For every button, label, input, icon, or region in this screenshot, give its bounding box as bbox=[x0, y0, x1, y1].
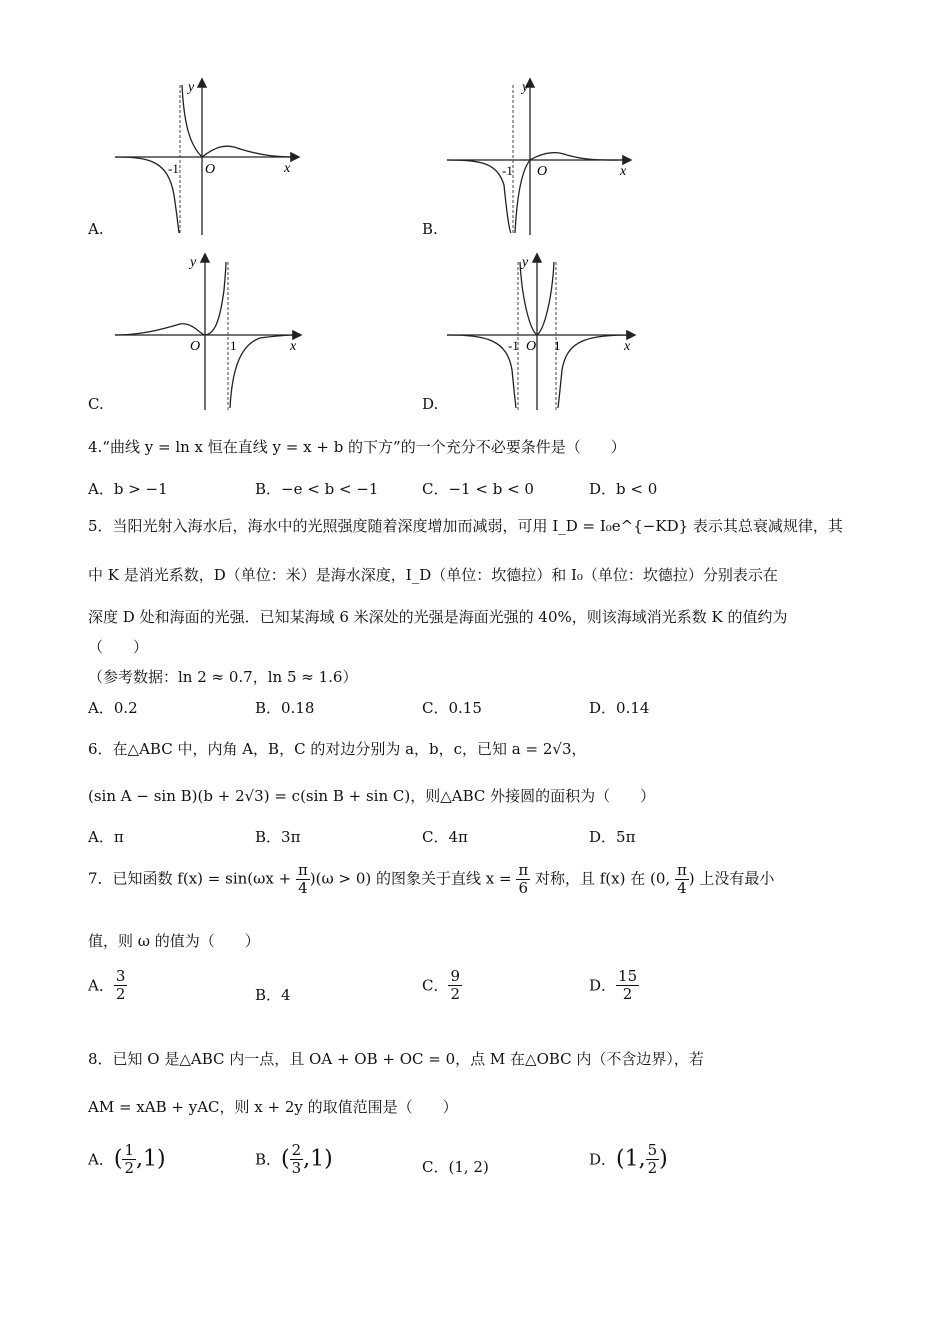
q8-option-b bbox=[255, 1142, 333, 1176]
q8-option-a bbox=[88, 1142, 166, 1176]
letter: B． bbox=[255, 1150, 282, 1169]
q7-option-b bbox=[255, 984, 291, 1005]
q7-text-a: 7．已知函数 f(x) = sin(ωx + bbox=[88, 869, 296, 888]
x-label: x bbox=[290, 339, 297, 354]
letter: C． bbox=[422, 1158, 449, 1176]
den: 2 bbox=[622, 984, 633, 1003]
origin-label: O bbox=[537, 164, 548, 179]
frac bbox=[448, 968, 462, 1002]
letter: A． bbox=[88, 976, 114, 995]
graph-d-letter: D. bbox=[422, 395, 439, 413]
letter: D． bbox=[589, 1150, 617, 1169]
curve-right bbox=[230, 335, 298, 408]
tick-label: 1 bbox=[230, 338, 237, 353]
graph-b-letter: B. bbox=[422, 220, 438, 238]
frac bbox=[616, 968, 639, 1002]
value: 4 bbox=[281, 986, 291, 1004]
letter: D． bbox=[589, 976, 617, 995]
curve-right bbox=[515, 153, 627, 233]
q4-option-a: A．b > −1 bbox=[88, 480, 168, 498]
y-label: y bbox=[522, 255, 529, 270]
paren-left: (1, bbox=[616, 1146, 646, 1172]
q8-line1: 8．已知 O 是△ABC 内一点，且 OA + OB + OC = 0，点 M 在△OBC 内（不含边界），若 bbox=[88, 1050, 704, 1068]
q6-option-b: B．3π bbox=[255, 828, 301, 846]
num: π bbox=[518, 861, 529, 879]
q4-option-c: C．−1 < b < 0 bbox=[422, 480, 534, 498]
x-label: x bbox=[620, 164, 627, 179]
letter: C． bbox=[422, 976, 449, 995]
frac bbox=[646, 1142, 660, 1176]
q5-reference: （参考数据：ln 2 ≈ 0.7，ln 5 ≈ 1.6） bbox=[88, 668, 358, 686]
value: (1, 2) bbox=[448, 1158, 489, 1176]
num: 5 bbox=[647, 1141, 658, 1159]
origin-label: O bbox=[190, 339, 201, 354]
den: 2 bbox=[124, 1158, 134, 1177]
curve-right bbox=[558, 335, 632, 408]
q5-line3: 深度 D 处和海面的光强．已知某海域 6 米深处的光强是海面光强的 40%，则该海域消光系数 K 的值约为 bbox=[88, 608, 788, 626]
x-label: x bbox=[624, 339, 631, 354]
num: 3 bbox=[115, 967, 126, 985]
q8-option-d bbox=[589, 1142, 668, 1176]
paren-left: ( bbox=[281, 1146, 290, 1172]
q4-text: 4.“曲线 y = ln x 恒在直线 y = x + b 的下方”的一个充分不必要条件是（ ） bbox=[88, 438, 626, 456]
q6-option-d: D．5π bbox=[589, 828, 636, 846]
den: 4 bbox=[298, 878, 308, 897]
q6-line1: 6．在△ABC 中，内角 A，B，C 的对边分别为 a，b，c，已知 a = 2√3， bbox=[88, 740, 587, 758]
q6-line2: (sin A − sin B)(b + 2√3) = c(sin B + sin C)，则△ABC 外接圆的面积为（ ） bbox=[88, 787, 656, 805]
num: π bbox=[676, 861, 687, 879]
tick-label: -1 bbox=[168, 161, 179, 176]
q5-option-c: C．0.15 bbox=[422, 699, 482, 717]
graph-a bbox=[110, 75, 310, 240]
graph-a-letter: A. bbox=[88, 220, 104, 238]
den: 3 bbox=[291, 1158, 302, 1177]
curve-left bbox=[115, 262, 226, 335]
den: 4 bbox=[677, 878, 687, 897]
num: 2 bbox=[291, 1141, 302, 1159]
tick-label: -1 bbox=[502, 163, 513, 178]
origin-label: O bbox=[205, 162, 216, 177]
den: 2 bbox=[115, 984, 126, 1003]
q6-option-c: C．4π bbox=[422, 828, 468, 846]
curve-right bbox=[182, 85, 295, 157]
q5-line4: （ ） bbox=[88, 638, 149, 656]
q6-option-a: A．π bbox=[88, 828, 124, 846]
q7-option-c bbox=[422, 968, 462, 1002]
graph-c bbox=[110, 250, 310, 415]
q5-line1: 5．当阳光射入海水后，海水中的光照强度随着深度增加而减弱，可用 I_D = I₀e^{−KD} 表示其总衰减规律，其 bbox=[88, 517, 843, 535]
curve-left bbox=[447, 335, 516, 408]
q7-frac-pi-6 bbox=[516, 862, 530, 896]
frac bbox=[114, 968, 128, 1002]
q7-option-d bbox=[589, 968, 639, 1002]
q7-option-a bbox=[88, 968, 127, 1002]
graph-b bbox=[442, 75, 642, 240]
q7-text-c: 对称，且 f(x) 在 (0, bbox=[530, 869, 675, 888]
q5-option-b: B．0.18 bbox=[255, 699, 315, 717]
frac bbox=[290, 1142, 304, 1176]
den: 6 bbox=[518, 878, 529, 897]
q7-frac-pi-4a bbox=[296, 862, 310, 896]
origin-label: O bbox=[526, 339, 537, 354]
q8-line2: AM = xAB + yAC，则 x + 2y 的取值范围是（ ） bbox=[88, 1098, 458, 1116]
q7-frac-pi-4b bbox=[675, 862, 689, 896]
paren-right: ) bbox=[659, 1146, 668, 1172]
num: π bbox=[297, 861, 308, 879]
den: 2 bbox=[647, 1158, 658, 1177]
den: 2 bbox=[450, 984, 461, 1003]
q7-line1 bbox=[88, 862, 774, 896]
q4-option-d: D．b < 0 bbox=[589, 480, 658, 498]
paren-right: ,1) bbox=[135, 1146, 166, 1172]
paren-left: ( bbox=[113, 1146, 123, 1172]
q7-text-b: )(ω > 0) 的图象关于直线 x = bbox=[309, 869, 517, 888]
paren-right: ,1) bbox=[303, 1146, 333, 1172]
q7-line2: 值，则 ω 的值为（ ） bbox=[88, 932, 260, 950]
letter: B． bbox=[255, 986, 282, 1004]
tick-right-label: 1 bbox=[554, 338, 561, 353]
tick-left-label: -1 bbox=[508, 338, 519, 353]
q4-option-b: B．−e < b < −1 bbox=[255, 480, 379, 498]
q8-option-c bbox=[422, 1156, 489, 1177]
y-label: y bbox=[190, 255, 197, 270]
y-label: y bbox=[522, 80, 529, 95]
num: 1 bbox=[124, 1141, 134, 1159]
q7-text-d: ) 上没有最小 bbox=[688, 869, 775, 888]
q5-option-a: A．0.2 bbox=[88, 699, 138, 717]
num: 15 bbox=[618, 967, 638, 985]
num: 9 bbox=[450, 967, 461, 985]
letter: A． bbox=[88, 1150, 114, 1169]
graph-c-letter: C. bbox=[88, 395, 104, 413]
frac bbox=[122, 1142, 136, 1176]
graph-d bbox=[442, 250, 642, 415]
q5-option-d: D．0.14 bbox=[589, 699, 650, 717]
y-label: y bbox=[188, 80, 195, 95]
x-label: x bbox=[284, 161, 291, 176]
q5-line2: 中 K 是消光系数，D（单位：米）是海水深度，I_D（单位：坎德拉）和 I₀（单位：坎德拉）分别表示在 bbox=[88, 566, 778, 584]
